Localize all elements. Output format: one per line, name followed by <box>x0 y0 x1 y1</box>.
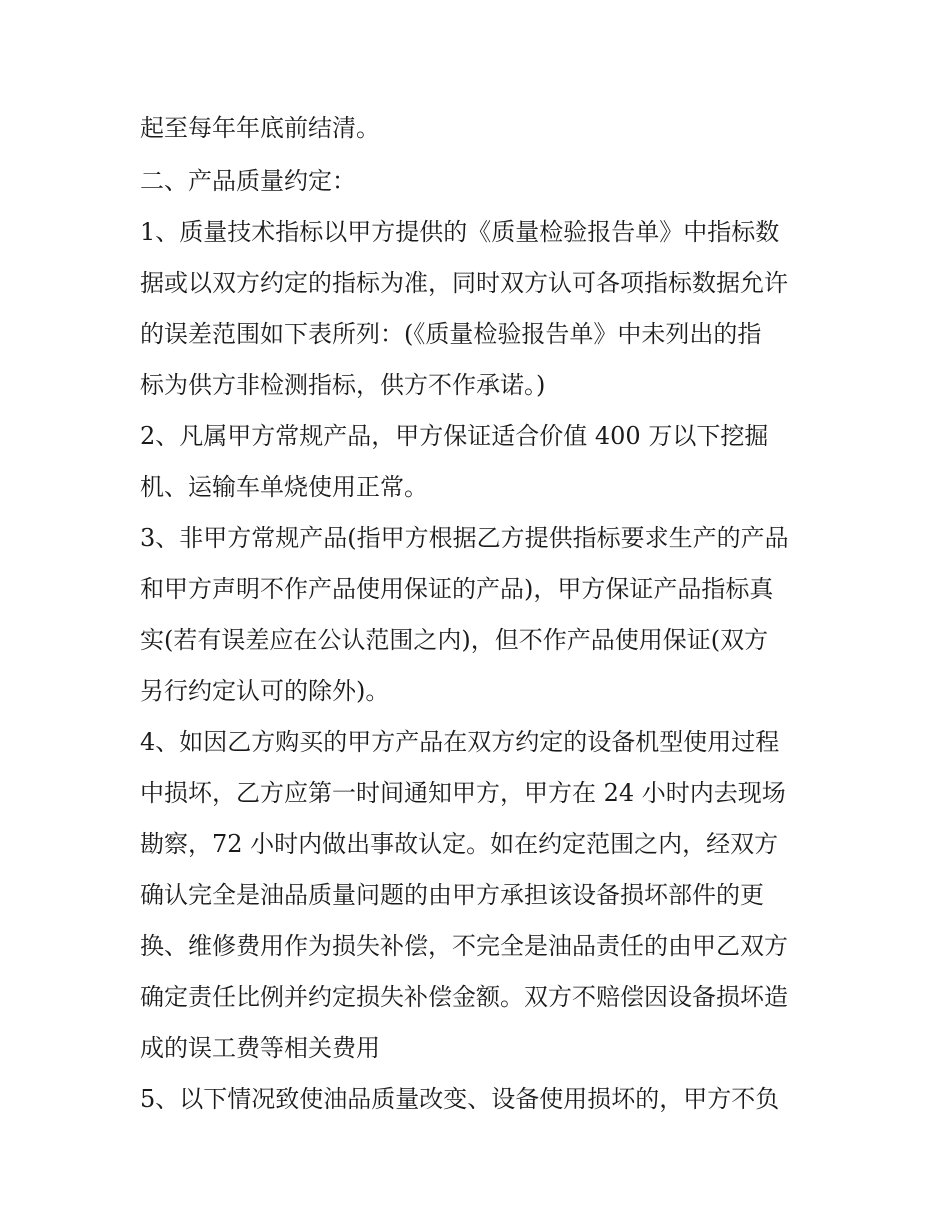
text-line: 1、质量技术指标以甲方提供的《质量检验报告单》中指标数 <box>140 218 780 246</box>
text-line: 标为供方非检测指标，供方不作承诺。) <box>140 371 546 399</box>
text-line: 机、运输车单烧使用正常。 <box>140 473 428 501</box>
text-line: 和甲方声明不作产品使用保证的产品)，甲方保证产品指标真 <box>140 575 774 603</box>
text-line: 2、凡属甲方常规产品，甲方保证适合价值 400 万以下挖掘 <box>140 422 769 450</box>
text-line: 换、维修费用作为损失补偿，不完全是油品责任的由甲乙双方 <box>140 932 788 960</box>
text-line: 的误差范围如下表所列：(《质量检验报告单》中未列出的指 <box>140 320 762 348</box>
text-line: 勘察，72 小时内做出事故认定。如在约定范围之内，经双方 <box>140 830 779 858</box>
text-line: 成的误工费等相关费用 <box>140 1034 380 1062</box>
text-line: 据或以双方约定的指标为准，同时双方认可各项指标数据允许 <box>140 269 788 297</box>
text-line: 5、以下情况致使油品质量改变、设备使用损坏的，甲方不负 <box>140 1085 780 1113</box>
text-line: 确认完全是油品质量问题的由甲方承担该设备损坏部件的更 <box>140 881 764 909</box>
text-line: 4、如因乙方购买的甲方产品在双方约定的设备机型使用过程 <box>140 728 780 756</box>
text-line: 另行约定认可的除外)。 <box>140 677 390 705</box>
text-line: 起至每年年底前结清。 <box>140 114 380 142</box>
text-line: 实(若有误差应在公认范围之内)，但不作产品使用保证(双方 <box>140 626 769 654</box>
text-line: 中损坏，乙方应第一时间通知甲方，甲方在 24 小时内去现场 <box>140 779 786 807</box>
section-heading: 二、产品质量约定： <box>140 167 356 195</box>
text-line: 3、非甲方常规产品(指甲方根据乙方提供指标要求生产的产品 <box>140 524 789 552</box>
text-line: 确定责任比例并约定损失补偿金额。双方不赔偿因设备损坏造 <box>140 983 788 1011</box>
